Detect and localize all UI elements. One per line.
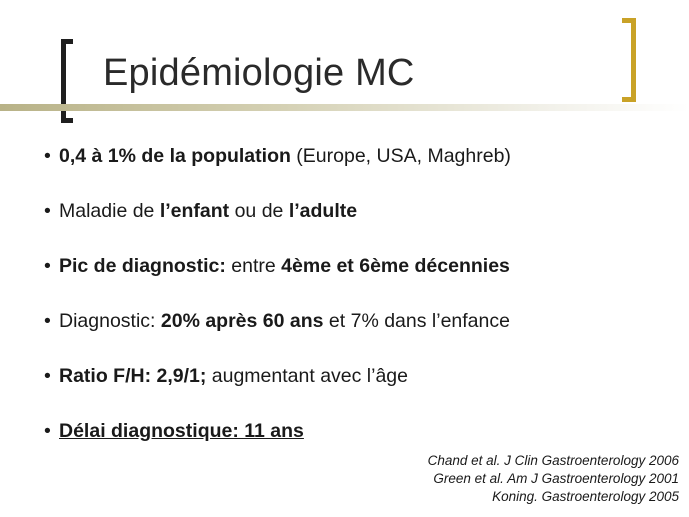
bullet-bold-text: 20% après 60 ans: [160, 310, 324, 332]
bullet-text: augmentant avec l’âge: [206, 365, 408, 387]
bullet-bold-text: 4ème et 6ème décennies: [281, 255, 510, 277]
bullet-dot: •: [44, 145, 51, 167]
bullet-list: [44, 142, 511, 472]
reference-item: Green et al. Am J Gastroenterology 2001: [433, 471, 679, 486]
bullet-dot: •: [44, 310, 51, 332]
bullet-item-prevalence: [44, 142, 511, 170]
bullet-text: et 7% dans l’enfance: [323, 310, 510, 332]
bullet-text: ou de: [229, 200, 289, 222]
bullet-text: Diagnostic:: [59, 310, 161, 332]
bullet-underlined-text: Délai diagnostique: 11 ans: [59, 420, 304, 442]
slide-title: Epidémiologie MC: [103, 52, 415, 94]
bullet-text: entre: [225, 255, 282, 277]
bullet-dot: •: [44, 255, 51, 277]
bullet-dot: •: [44, 200, 51, 222]
bullet-item-diagnostic-delay: [44, 417, 511, 445]
bullet-bold-text: Ratio F/H: 2,9/1;: [59, 365, 207, 387]
reference-item: Koning. Gastroenterology 2005: [492, 489, 679, 504]
bullet-dot: •: [44, 420, 51, 442]
references: [428, 452, 679, 506]
right-bracket-decoration: [622, 18, 636, 102]
bullet-bold-text: Pic de diagnostic:: [59, 255, 226, 277]
bullet-bold-text: l’adulte: [288, 200, 358, 222]
title-underline-rule: [0, 104, 689, 111]
bullet-item-sex-ratio: [44, 362, 511, 390]
bullet-text: Maladie de: [59, 200, 160, 222]
bullet-text: (Europe, USA, Maghreb): [290, 145, 511, 167]
bullet-dot: •: [44, 365, 51, 387]
bullet-item-diagnosis-age: [44, 307, 511, 335]
reference-item: Chand et al. J Clin Gastroenterology 2006: [427, 453, 679, 468]
bullet-bold-text: 0,4 à 1% de la population: [59, 145, 291, 167]
bullet-bold-text: l’enfant: [159, 200, 230, 222]
bullet-item-age-group: [44, 197, 511, 225]
bullet-item-diagnosis-peak: [44, 252, 511, 280]
